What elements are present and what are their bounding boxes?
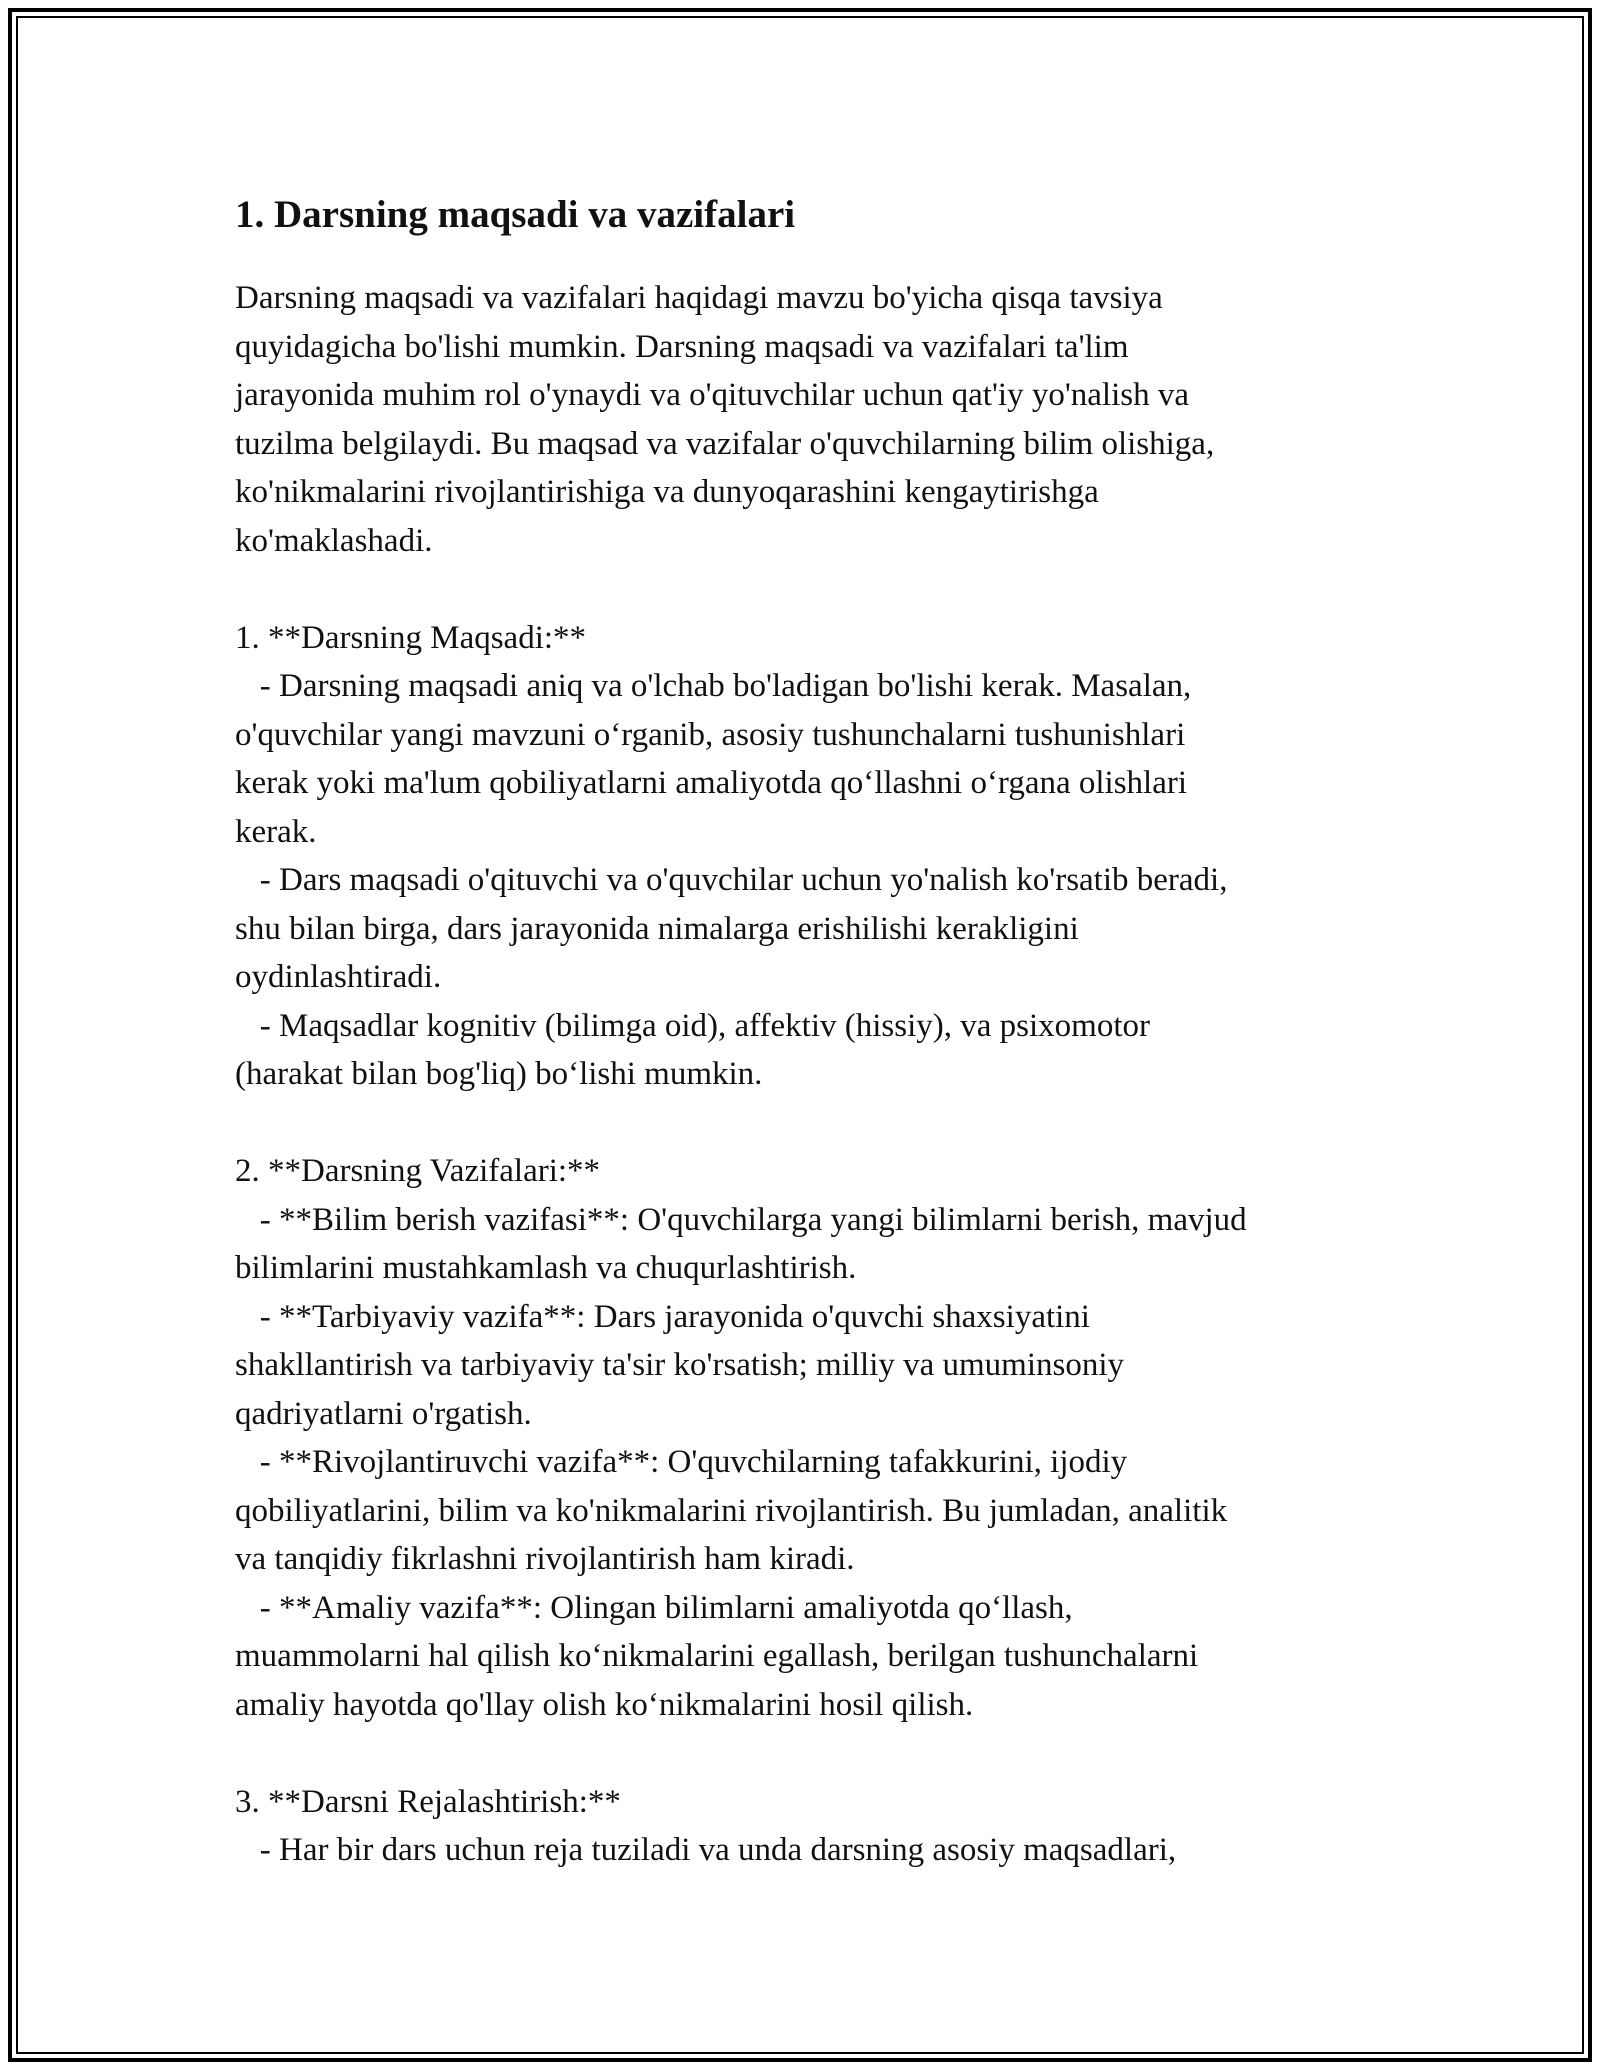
- section-maqsadi: [235, 614, 1365, 1099]
- text-line: Darsning maqsadi va vazifalari haqidagi mavzu bo'yicha qisqa tavsiya: [235, 280, 1163, 316]
- text-line: qobiliyatlarini, bilim va ko'nikmalarini rivojlantirish. Bu jumladan, analitik: [235, 1492, 1228, 1529]
- text-line: quyidagicha bo'lishi mumkin. Darsning maqsadi va vazifalari ta'lim: [235, 328, 1129, 365]
- document-page: [235, 186, 1365, 1875]
- blank-line: [235, 565, 1365, 614]
- text-line: kerak yoki ma'lum qobiliyatlarni amaliyotda qo‘llashni o‘rgana olishlari: [235, 765, 1188, 801]
- text-line: - Darsning maqsadi aniq va o'lchab bo'ladigan bo'lishi kerak. Masalan,: [235, 668, 1192, 704]
- text-line: oydinlashtiradi.: [235, 959, 442, 995]
- text-line: - **Amaliy vazifa**: Olingan bilimlarni amaliyotda qo‘llash,: [235, 1589, 1073, 1626]
- text-line: jarayonida muhim rol o'ynaydi va o'qituvchilar uchun qat'iy yo'nalish va: [235, 377, 1189, 413]
- blank-line: [235, 1099, 1365, 1148]
- text-line: - **Bilim berish vazifasi**: O'quvchilarga yangi bilimlarni berish, mavjud: [235, 1201, 1247, 1238]
- text-line: (harakat bilan bog'liq) bo‘lishi mumkin.: [235, 1056, 763, 1092]
- text-line: o'quvchilar yangi mavzuni o‘rganib, asosiy tushunchalarni tushunishlari: [235, 716, 1186, 753]
- document-title: 1. Darsning maqsadi va vazifalari: [235, 193, 796, 236]
- section-rejalashtirish: [235, 1778, 1365, 1875]
- text-line: va tanqidiy fikrlashni rivojlantirish ham kiradi.: [235, 1541, 855, 1577]
- text-line: - Har bir dars uchun reja tuziladi va unda darsning asosiy maqsadlari,: [235, 1832, 1177, 1868]
- text-line: muammolarni hal qilish ko‘nikmalarini egallash, berilgan tushunchalarni: [235, 1638, 1199, 1674]
- section-heading: 1. **Darsning Maqsadi:**: [235, 619, 587, 656]
- section-heading: 2. **Darsning Vazifalari:**: [235, 1153, 601, 1189]
- text-line: - **Rivojlantiruvchi vazifa**: O'quvchilarning tafakkurini, ijodiy: [235, 1444, 1128, 1480]
- text-line: bilimlarini mustahkamlash va chuqurlashtirish.: [235, 1250, 857, 1286]
- text-line: ko'maklashadi.: [235, 522, 433, 559]
- text-line: - **Tarbiyaviy vazifa**: Dars jarayonida o'quvchi shaxsiyatini: [235, 1298, 1090, 1335]
- blank-line: [235, 1729, 1365, 1778]
- text-line: shu bilan birga, dars jarayonida nimalarga erishilishi kerakligini: [235, 910, 1079, 947]
- text-line: qadriyatlarni o'rgatish.: [235, 1395, 532, 1432]
- intro-paragraph: [235, 274, 1365, 565]
- text-line: kerak.: [235, 813, 317, 850]
- section-vazifalari: [235, 1147, 1365, 1729]
- text-line: tuzilma belgilaydi. Bu maqsad va vazifalar o'quvchilarning bilim olishiga,: [235, 425, 1215, 462]
- section-heading: 3. **Darsni Rejalashtirish:**: [235, 1783, 621, 1820]
- text-line: - Maqsadlar kognitiv (bilimga oid), affektiv (hissiy), va psixomotor: [235, 1007, 1150, 1044]
- text-line: shakllantirish va tarbiyaviy ta'sir ko'rsatish; milliy va umuminsoniy: [235, 1347, 1125, 1383]
- text-line: - Dars maqsadi o'qituvchi va o'quvchilar uchun yo'nalish ko'rsatib beradi,: [235, 862, 1228, 898]
- text-line: ko'nikmalarini rivojlantirishiga va dunyoqarashini kengaytirishga: [235, 474, 1099, 510]
- text-line: amaliy hayotda qo'llay olish ko‘nikmalarini hosil qilish.: [235, 1686, 974, 1723]
